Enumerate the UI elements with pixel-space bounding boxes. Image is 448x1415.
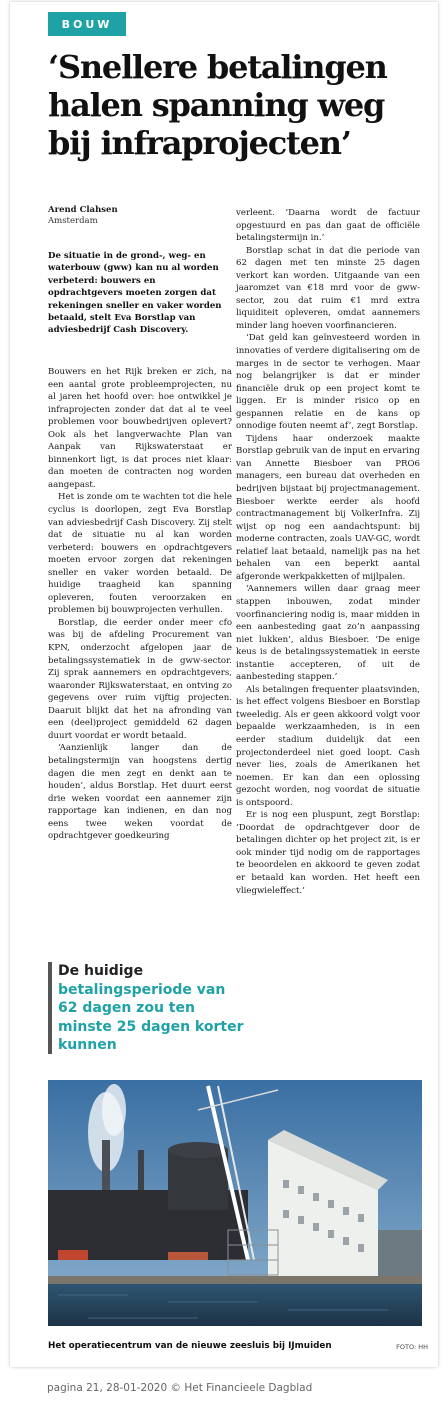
photo-credit: FOTO: HH <box>396 1343 428 1351</box>
paragraph: ‘Aanzienlijk langer dan de betalingstermijn van hoogstens dertig dagen die men zegt en denkt aan te houden’, aldus Borstlap. Het duurt eerst drie weken voordat een aannemer zijn rapportage kan indienen, en dan nog eens twee weken voordat de opdrachtgever goedkeuring <box>48 743 232 842</box>
pull-quote <box>48 962 248 1054</box>
page-footer: pagina 21, 28-01-2020 © Het Financieele Dagblad <box>47 1382 313 1394</box>
paragraph: Borstlap, die eerder onder meer cfo was bij de afdeling Procurement van KPN, onderzocht afgelopen jaar de betalingssystematiek in de gww-sector. Zij sprak aannemers en opdrachtgevers, waaronder Rijkswaterstaat, en ontving zo gegevens over ruim vijftig projecten. Daaruit blijkt dat het na afronding van een (deel)project gemiddeld 62 dagen duurt voordat er wordt betaald. <box>48 617 232 741</box>
dateline-place: Amsterdam <box>48 216 98 226</box>
author-name: Arend Clahsen <box>48 205 118 215</box>
paragraph: ‘Aannemers willen daar graag meer stappen inbouwen, zodat minder voorfinanciering nodig is, maar midden in een aanbesteding gaat zo’n aanpassing niet lukken’, aldus Biesboer. ‘De enige keus is de betalingssystematiek in eerste instantie accepteren, of uit de aanbesteding stappen.’ <box>236 584 420 683</box>
photo-caption <box>48 1341 428 1351</box>
pull-quote-lead: De huidige <box>58 963 144 979</box>
article-intro: De situatie in de grond-, weg- en waterbouw (gww) kan nu al worden verbeterd: bouwers en opdrachtgevers moeten zorgen dat rekeningen sneller en vaker worden betaald, stelt Eva Borstlap van adviesbedrijf Cash Discovery. <box>48 251 222 336</box>
paragraph: Borstlap schat in dat die periode van 62 dagen met ten minste 25 dagen verkort kan worden. Uitgaande van een jaaromzet van €18 mrd voor de gww-sector, zou dat ruim €1 mrd extra liquiditeit opleveren, omdat aannemers minder lang hoeven voorfinancieren. <box>236 245 420 331</box>
right-column <box>236 207 420 897</box>
paragraph: Als betalingen frequenter plaatsvinden, is het effect volgens Biesboer en Borstlap tweeledig. Als er geen akkoord volgt voor bepaalde werkzaamheden, is in een eerder stadium duidelijk dat een projectonderdeel niet goed loopt. Cash never lies, zoals de Amerikanen het noemen. Er kan dan een oplossing gezocht worden, nog voordat de situatie is ontspoord. <box>236 684 420 808</box>
paragraph: Bouwers en het Rijk breken er zich, na een aantal grote probleemprojecten, nu al jaren het hoofd over: hoe ontwikkel je infraprojecten zonder dat dat al te veel problemen voor bouwbedrijven oplevert? Ook als het langverwachte Plan van Aanpak van Rijkswaterstaat er binnenkort ligt, is dat proces niet klaar: dan moeten de contracten nog worden aangepast. <box>48 367 232 490</box>
photo-illustration <box>48 1080 422 1326</box>
paragraph: verleent. ‘Daarna wordt de factuur opgestuurd en pas dan gaat de officiële betalingstermijn in.’ <box>236 208 420 244</box>
paragraph: Er is nog een pluspunt, zegt Borstlap: ‘Doordat de opdrachtgever door de betalingen dichter op het project zit, is er ook minder tijd nodig om de rapportages te beoordelen en akkoord te geven zodat er betaald kan worden. Het heeft een vliegwieleffect.’ <box>236 810 420 896</box>
construction-site-photo <box>48 1080 422 1326</box>
article-headline: ‘Snellere betalingen halen spanning weg bij infraprojecten’ <box>48 48 387 162</box>
section-label: BOUW <box>48 12 126 36</box>
pull-quote-highlight: betalingsperiode van 62 dagen zou ten minste 25 dagen korter kunnen <box>58 981 244 1053</box>
caption-text: Het operatiecentrum van de nieuwe zeesluis bij IJmuiden <box>48 1341 332 1351</box>
paragraph: Het is zonde om te wachten tot die hele cyclus is doorlopen, zegt Eva Borstlap van adviesbedrijf Cash Discovery. Zij stelt dat de situatie nu al kan worden verbeterd: bouwers en opdrachtgevers moeten ervoor zorgen dat rekeningen sneller en vaker worden betaald. De huidige traagheid kan spanning opleveren, fouten veroorzaken en problemen bij bouwprojecten verhullen. <box>48 492 232 616</box>
left-column <box>48 366 232 843</box>
paragraph: Tijdens haar onderzoek maakte Borstlap gebruik van de input en ervaring van Annette Biesboer van PRO6 managers, een bureau dat overheden en bedrijven bijstaat bij projectmanagement. Biesboer werkte eerder als hoofd contractmanagement bij VolkerInfra. Zij wijst op nog een aandachtspunt: bij moderne contracten, zoals UAV-GC, wordt relatief laat betaald, namelijk pas na het behalen van een beperkt aantal afgeronde werkpakketten of mijlpalen. <box>236 433 420 582</box>
byline <box>48 205 228 227</box>
paragraph: ‘Dat geld kan geïnvesteerd worden in innovaties of verdere digitalisering om de marges in de sector te verhogen. Maar nog belangrijker is dat er minder financiële druk op een project komt te liggen. Er is minder risico op en gespannen relatie en de kans op onnodige fouten neemt af’, zegt Borstlap. <box>236 333 420 432</box>
